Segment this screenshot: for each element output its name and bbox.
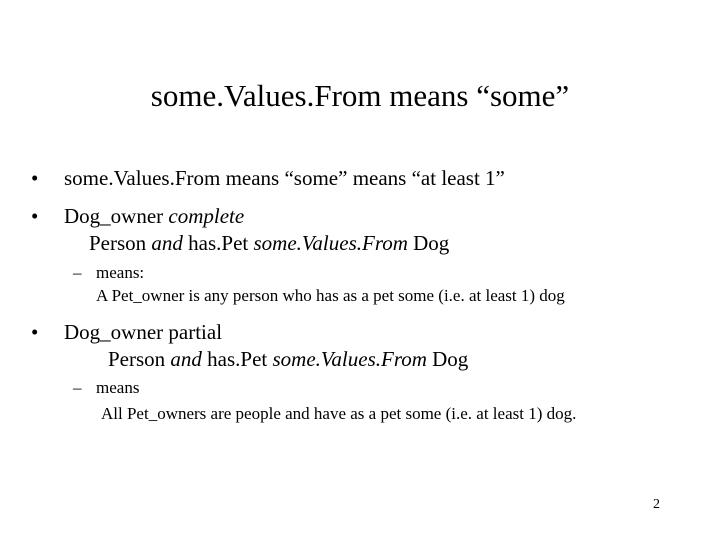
property-name: has.Pet [201,347,273,371]
bullet-2-line-2 [89,230,449,256]
keyword: some.Values.From [253,231,408,255]
dash-marker: – [73,378,82,397]
keyword: complete [168,204,245,228]
bullet-1-text: some.Values.From means “some” means “at least 1” [64,166,505,190]
bullet-3-line-1: Dog_owner partial [64,320,223,344]
class-name: Dog [407,231,450,255]
dash-marker: – [73,263,82,282]
sub-bullet-3-line-2: All Pet_owners are people and have as a pet some (i.e. at least 1) dog. [101,404,577,423]
bullet-marker: • [31,204,39,228]
bullet-3-line-2 [108,346,468,372]
keyword: some.Values.From [272,347,427,371]
class-name: Dog [426,347,469,371]
class-name: Person [108,347,171,371]
bullet-2-line-1 [64,203,244,229]
bullet-marker: • [31,166,39,190]
bullet-marker: • [31,320,39,344]
keyword: and [151,231,183,255]
sub-bullet-3-line-1: means [96,378,140,397]
sub-bullet-2-line-1: means: [96,263,145,282]
property-name: has.Pet [182,231,254,255]
sub-bullet-2-line-2: A Pet_owner is any person who has as a pet some (i.e. at least 1) dog [96,286,565,305]
class-name: Dog_owner [64,204,169,228]
page-number: 2 [653,497,660,512]
keyword: and [170,347,202,371]
class-name: Person [89,231,152,255]
slide-title: some.Values.From means “some” [150,78,570,113]
